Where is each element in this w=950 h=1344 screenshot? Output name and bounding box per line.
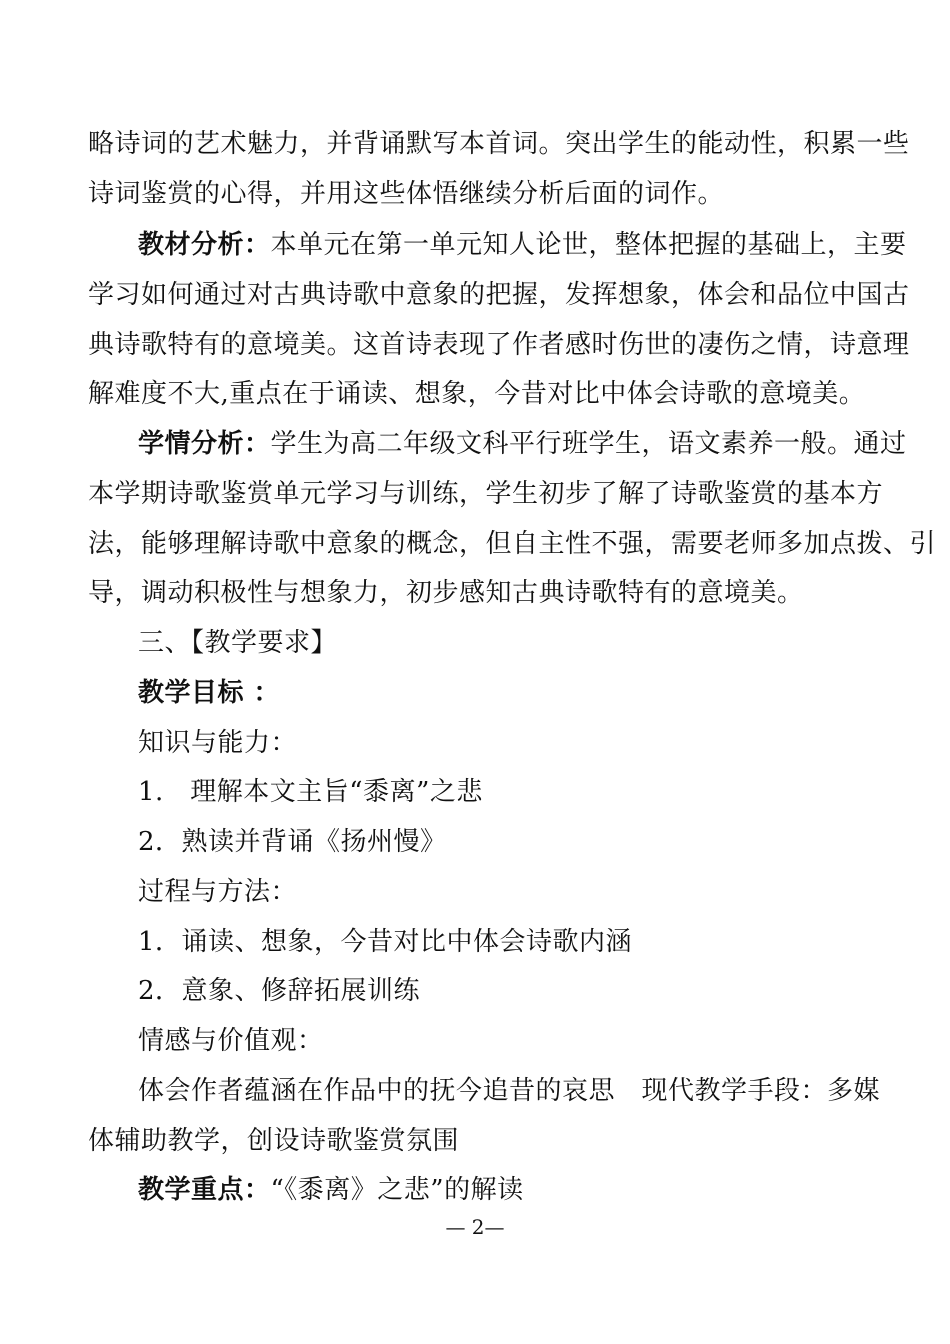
knowledge-item-2: 2．熟读并背诵《扬州慢》 [138, 827, 447, 857]
textbook-analysis-text: 本单元在第一单元知人论世，整体把握的基础上，主要 [270, 230, 907, 260]
emotion-text-line-1: 体会作者蕴涵在作品中的抚今追昔的哀思 现代教学手段：多媒 [138, 1076, 881, 1106]
teaching-focus-label: 教学重点： [138, 1175, 271, 1205]
teaching-focus-text: “《黍离》之悲”的解读 [270, 1175, 524, 1205]
teaching-objectives-label: 教学目标 ： [138, 678, 281, 708]
textbook-analysis-label: 教材分析： [138, 230, 271, 260]
paragraph-student-line-3: 法，能够理解诗歌中意象的概念，但自主性不强，需要老师多加点拨、引 [88, 529, 937, 559]
paragraph-student-line-2: 本学期诗歌鉴赏单元学习与训练，学生初步了解了诗歌鉴赏的基本方 [88, 479, 884, 509]
process-item-1: 1．诵读、想象，今昔对比中体会诗歌内涵 [138, 927, 633, 957]
paragraph-textbook-line-3: 典诗歌特有的意境美。这首诗表现了作者感时伤世的凄伤之情，诗意理 [88, 330, 910, 360]
paragraph-textbook-line-4: 解难度不大,重点在于诵读、想象，今昔对比中体会诗歌的意境美。 [88, 379, 866, 409]
paragraph-student-line-1 [138, 427, 918, 461]
paragraph-intro-line-1: 略诗词的艺术魅力，并背诵默写本首词。突出学生的能动性，积累一些 [88, 129, 910, 159]
paragraph-textbook-line-1 [138, 228, 918, 262]
section-heading: 三、【教学要求】 [138, 628, 338, 658]
page-number: — 2— [445, 1215, 505, 1239]
process-method-label: 过程与方法： [138, 877, 298, 907]
knowledge-item-1: 1. 理解本文主旨“黍离”之悲 [138, 777, 483, 807]
knowledge-ability-label: 知识与能力： [138, 728, 298, 758]
process-item-2: 2．意象、修辞拓展训练 [138, 976, 421, 1006]
student-analysis-text: 学生为高二年级文科平行班学生，语文素养一般。通过 [270, 429, 907, 459]
emotion-value-label: 情感与价值观： [138, 1026, 324, 1056]
emotion-text-line-2: 体辅助教学，创设诗歌鉴赏氛围 [88, 1126, 460, 1156]
student-analysis-label: 学情分析： [138, 429, 271, 459]
paragraph-student-line-4: 导，调动积极性与想象力，初步感知古典诗歌特有的意境美。 [88, 578, 804, 608]
paragraph-intro-line-2: 诗词鉴赏的心得，并用这些体悟继续分析后面的词作。 [88, 179, 725, 209]
teaching-focus-line [138, 1173, 918, 1207]
paragraph-textbook-line-2: 学习如何通过对古典诗歌中意象的把握，发挥想象，体会和品位中国古 [88, 280, 910, 310]
